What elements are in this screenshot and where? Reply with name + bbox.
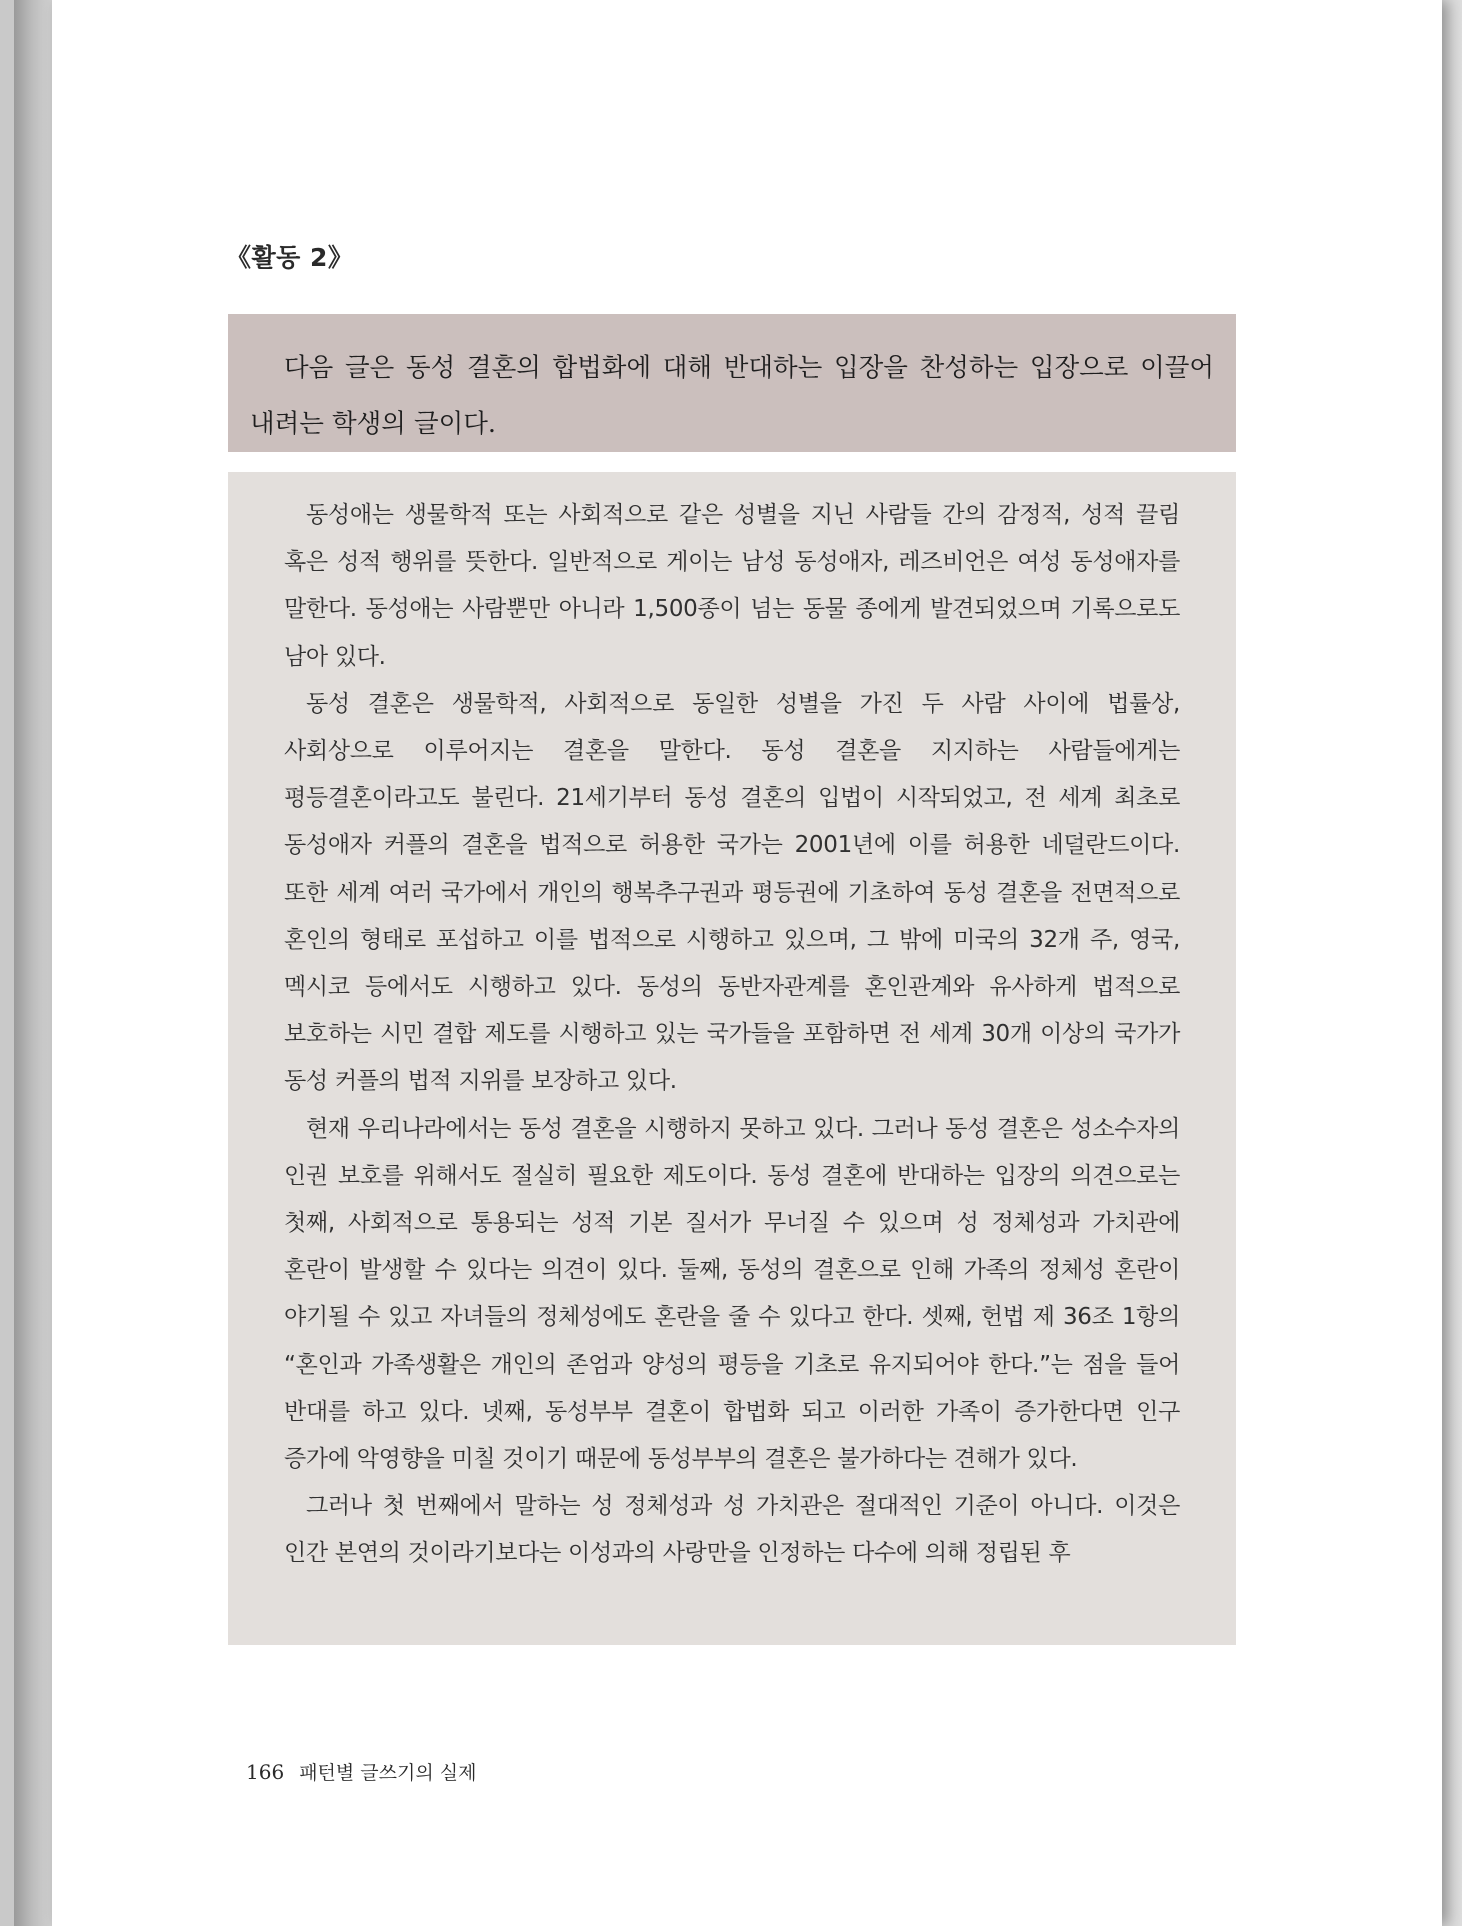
page-number: 166	[246, 1760, 285, 1784]
prompt-text: 다음 글은 동성 결혼의 합법화에 대해 반대하는 입장을 찬성하는 입장으로 이끌어 내려는 학생의 글이다.	[250, 353, 1214, 439]
passage-paragraph-2: 동성 결혼은 생물학적, 사회적으로 동일한 성별을 가진 두 사람 사이에 법률상, 사회상으로 이루어지는 결혼을 말한다. 동성 결혼을 지지하는 사람들에게는 평등결혼이라고도 불린다. 21세기부터 동성 결혼의 입법이 시작되었고, 전 세계 최초로 동성애자 커플의 결혼을 법적으로 허용한 국가는 2001년에 이를 허용한 네덜란드이다. 또한 세계 여러 국가에서 개인의 행복추구권과 평등권에 기초하여 동성 결혼을 전면적으로 혼인의 형태로 포섭하고 이를 법적으로 시행하고 있으며, 그 밖에 미국의 32개 주, 영국, 멕시코 등에서도 시행하고 있다. 동성의 동반자관계를 혼인관계와 유사하게 법적으로 보호하는 시민 결합 제도를 시행하고 있는 국가들을 포함하면 전 세계 30개 이상의 국가가 동성 커플의 법적 지위를 보장하고 있다.	[284, 690, 1180, 1095]
passage-box	[228, 472, 1236, 1645]
passage-paragraph-3: 현재 우리나라에서는 동성 결혼을 시행하지 못하고 있다. 그러나 동성 결혼은 성소수자의 인권 보호를 위해서도 절실히 필요한 제도이다. 동성 결혼에 반대하는 입장의 의견으로는 첫째, 사회적으로 통용되는 성적 기본 질서가 무너질 수 있으며 성 정체성과 가치관에 혼란이 발생할 수 있다는 의견이 있다. 둘째, 동성의 결혼으로 인해 가족의 정체성 혼란이 야기될 수 있고 자녀들의 정체성에도 혼란을 줄 수 있다고 한다. 셋째, 헌법 제 36조 1항의 “혼인과 가족생활은 개인의 존엄과 양성의 평등을 기초로 유지되어야 한다.”는 점을 들어 반대를 하고 있다. 넷째, 동성부부 결혼이 합법화 되고 이러한 가족이 증가한다면 인구 증가에 악영향을 미칠 것이기 때문에 동성부부의 결혼은 불가하다는 견해가 있다.	[284, 1115, 1180, 1473]
passage-paragraph-4: 그러나 첫 번째에서 말하는 성 정체성과 성 가치관은 절대적인 기준이 아니다. 이것은 인간 본연의 것이라기보다는 이성과의 사랑만을 인정하는 다수에 의해 정립된 후	[284, 1493, 1180, 1567]
book-title: 패턴별 글쓰기의 실제	[299, 1762, 477, 1784]
prompt-box	[228, 314, 1236, 452]
page-footer	[246, 1758, 476, 1785]
activity-title: 《활동 2》	[226, 243, 354, 272]
passage-paragraph-1: 동성애는 생물학적 또는 사회적으로 같은 성별을 지닌 사람들 간의 감정적, 성적 끌림 혹은 성적 행위를 뜻한다. 일반적으로 게이는 남성 동성애자, 레즈비언은 여성 동성애자를 말한다. 동성애는 사람뿐만 아니라 1,500종이 넘는 동물 종에게 발견되었으며 기록으로도 남아 있다.	[284, 502, 1180, 670]
book-page-edge	[14, 0, 54, 1926]
